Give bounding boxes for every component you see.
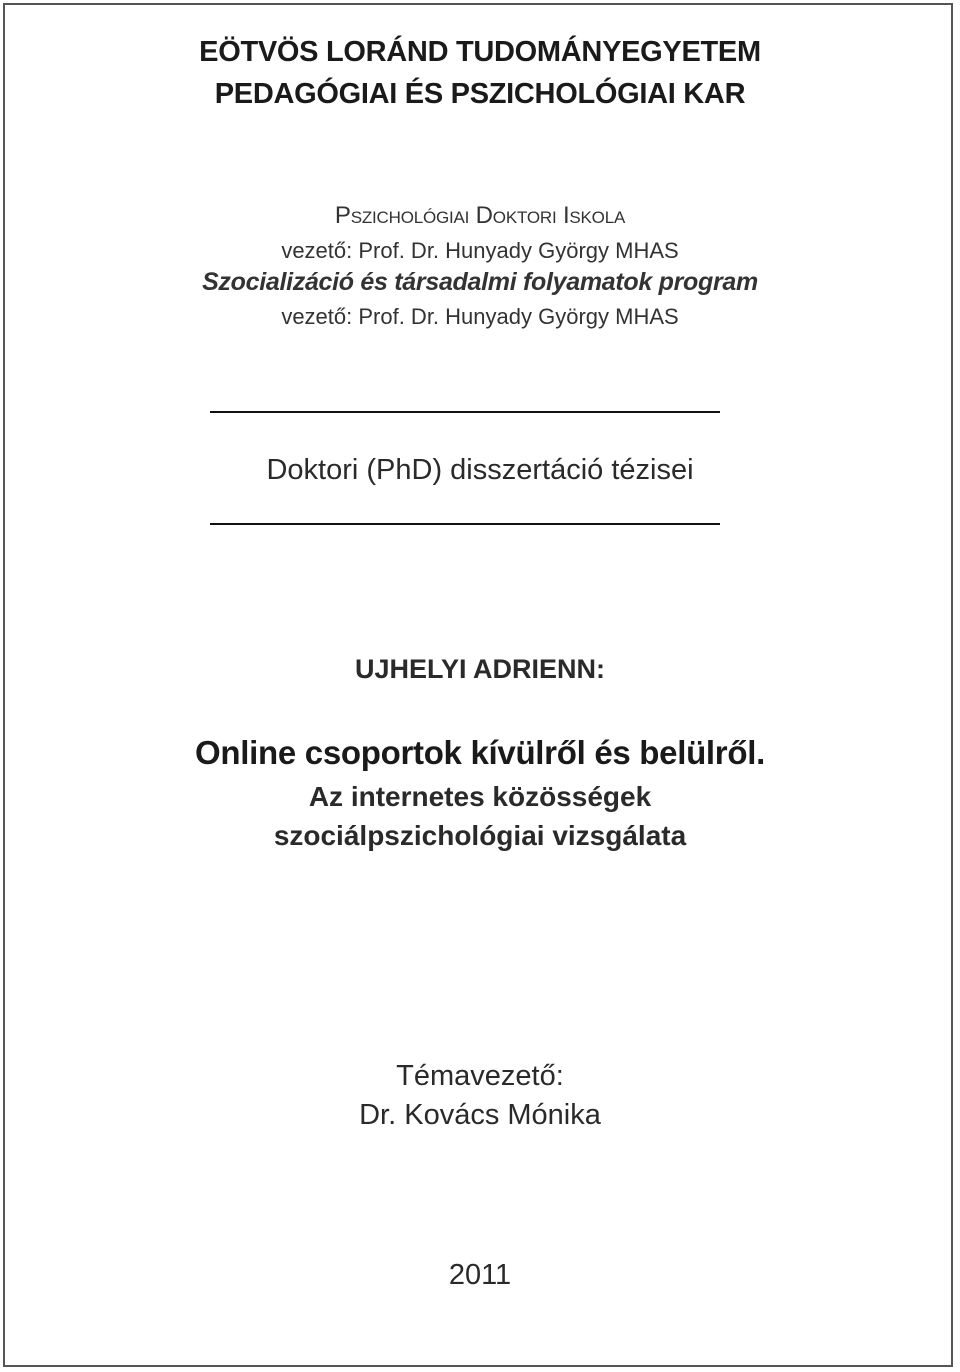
dissertation-subtitle-line-1: Az internetes közösségek	[308, 781, 652, 812]
program-name: Szocializáció és társadalmi folyamatok program	[202, 268, 758, 296]
dissertation-subtitle-line-2: szociálpszichológiai vizsgálata	[273, 820, 687, 851]
divider-top	[210, 411, 720, 413]
document-type: Doktori (PhD) disszertáció tézisei	[266, 454, 694, 486]
divider-bottom	[210, 523, 720, 525]
supervisor-label: Témavezető:	[396, 1060, 564, 1092]
faculty-name: PEDAGÓGIAI ÉS PSZICHOLÓGIAI KAR	[214, 78, 746, 110]
program-head: vezető: Prof. Dr. Hunyady György MHAS	[281, 304, 679, 329]
doctoral-school-name: Pszichológiai Doktori Iskola	[334, 202, 626, 229]
publication-year: 2011	[448, 1259, 512, 1291]
supervisor-name: Dr. Kovács Mónika	[359, 1099, 601, 1131]
author-name: UJHELYI ADRIENN:	[354, 654, 606, 684]
dissertation-title: Online csoportok kívülről és belülről.	[195, 734, 765, 771]
doctoral-school-head: vezető: Prof. Dr. Hunyady György MHAS	[281, 238, 679, 263]
university-name: EÖTVÖS LORÁND TUDOMÁNYEGYETEM	[199, 36, 761, 68]
